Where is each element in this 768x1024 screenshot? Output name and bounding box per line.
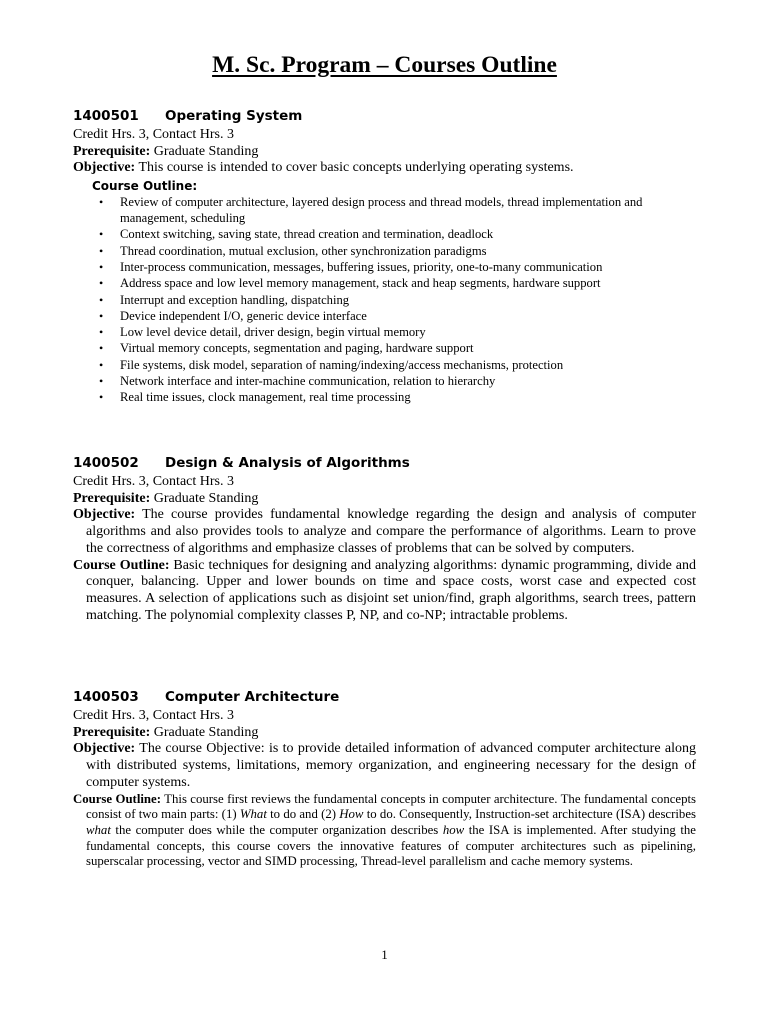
course-name: Design & Analysis of Algorithms: [165, 455, 410, 471]
outline-text: Basic techniques for designing and analyzing algorithms: dynamic programming, divide and conquer, balancing. Upper and lower bounds on time and space costs, worst case and expected cost measures. A selection of applications such as disjoint set union/find, graph algorithms, search trees, pattern matching. The polynomial complexity classes P, NP, and co-NP; intractable problems.: [86, 557, 696, 623]
course-prerequisite: [73, 725, 696, 742]
course-heading: [73, 105, 696, 127]
course-prerequisite: [73, 491, 696, 508]
course-section-computer-architecture: [73, 686, 696, 870]
list-item: • Context switching, saving state, thread creation and termination, deadlock: [120, 226, 696, 242]
prerequisite-label: Prerequisite:: [73, 724, 151, 740]
outline-emphasis: what: [86, 822, 111, 837]
course-section-algorithms: [73, 452, 696, 625]
course-name: Operating System: [165, 108, 303, 124]
list-item: • Review of computer architecture, layered design process and thread models, thread implementation and management, scheduling: [120, 194, 696, 227]
list-item: • File systems, disk model, separation of naming/indexing/access mechanisms, protection: [120, 357, 696, 373]
course-section-operating-system: [73, 105, 696, 406]
objective-label: Objective:: [73, 741, 136, 757]
prerequisite-value: Graduate Standing: [153, 724, 259, 740]
outline-text-part: to do and (2): [266, 807, 340, 822]
outline-text-part: to do. Consequently, Instruction-set architecture (ISA) describes: [363, 807, 696, 822]
list-item: • Inter-process communication, messages, buffering issues, priority, one-to-many communication: [120, 259, 696, 275]
course-heading: [73, 452, 696, 474]
course-prerequisite: [73, 144, 696, 161]
prerequisite-label: Prerequisite:: [73, 143, 151, 159]
objective-text: The course provides fundamental knowledge regarding the design and analysis of computer algorithms and also provides tools to analyze and compare the performance of algorithms. Learn to prove the correctness of algorithms and emphasize classes of problems that can be solved by computers.: [86, 507, 696, 556]
objective-text: This course is intended to cover basic concepts underlying operating systems.: [138, 160, 574, 176]
list-item: • Device independent I/O, generic device interface: [120, 308, 696, 324]
course-outline-list: [73, 194, 696, 406]
outline-emphasis: What: [239, 807, 267, 822]
course-outline-label: Course Outline:: [92, 178, 198, 193]
course-credits: Credit Hrs. 3, Contact Hrs. 3: [73, 474, 234, 489]
course-heading: [73, 686, 696, 708]
course-objective: [73, 507, 696, 557]
course-name: Computer Architecture: [165, 689, 340, 705]
course-objective: [73, 741, 696, 791]
course-outline: [73, 792, 696, 871]
outline-text-part: the computer does while the computer organization describes: [110, 822, 443, 837]
outline-emphasis: how: [442, 822, 465, 837]
outline-label: Course Outline:: [73, 557, 170, 573]
page-title: M. Sc. Program – Courses Outline: [212, 52, 557, 78]
list-item: • Interrupt and exception handling, dispatching: [120, 292, 696, 308]
prerequisite-label: Prerequisite:: [73, 490, 151, 506]
list-item: • Thread coordination, mutual exclusion, other synchronization paradigms: [120, 243, 696, 259]
objective-text: The course Objective: is to provide detailed information of advanced computer architecture along with distributed systems, limitations, memory organization, and engineering necessary for the design of computer systems.: [86, 741, 696, 790]
outline-label: Course Outline:: [73, 791, 161, 806]
course-code: 1400503: [73, 689, 139, 705]
list-item: • Network interface and inter-machine communication, relation to hierarchy: [120, 373, 696, 389]
course-credits: Credit Hrs. 3, Contact Hrs. 3: [73, 127, 234, 142]
course-code: 1400501: [73, 108, 139, 124]
objective-label: Objective:: [73, 160, 136, 176]
list-item: • Low level device detail, driver design, begin virtual memory: [120, 324, 696, 340]
course-outline: [73, 558, 696, 625]
outline-emphasis: How: [339, 807, 364, 822]
outline-text-part: This course first reviews the fundamental concepts in computer architecture. The fundamental concepts consist of two main parts: (1): [86, 791, 697, 822]
prerequisite-value: Graduate Standing: [153, 490, 259, 506]
objective-label: Objective:: [73, 507, 136, 523]
list-item: • Virtual memory concepts, segmentation and paging, hardware support: [120, 340, 696, 356]
list-item: • Address space and low level memory management, stack and heap segments, hardware support: [120, 275, 696, 291]
course-code: 1400502: [73, 455, 139, 471]
prerequisite-value: Graduate Standing: [153, 143, 259, 159]
course-objective: [73, 160, 696, 177]
outline-text-part: the ISA is implemented. After studying the fundamental concepts, this course covers the innovative features of computer architectures such as pipelining, superscalar processing, vector and SIMD processing, Thread-level parallelism and cache memory systems.: [86, 822, 696, 869]
course-credits: Credit Hrs. 3, Contact Hrs. 3: [73, 708, 234, 723]
page-number: 1: [381, 947, 388, 962]
list-item: • Real time issues, clock management, real time processing: [120, 389, 696, 405]
